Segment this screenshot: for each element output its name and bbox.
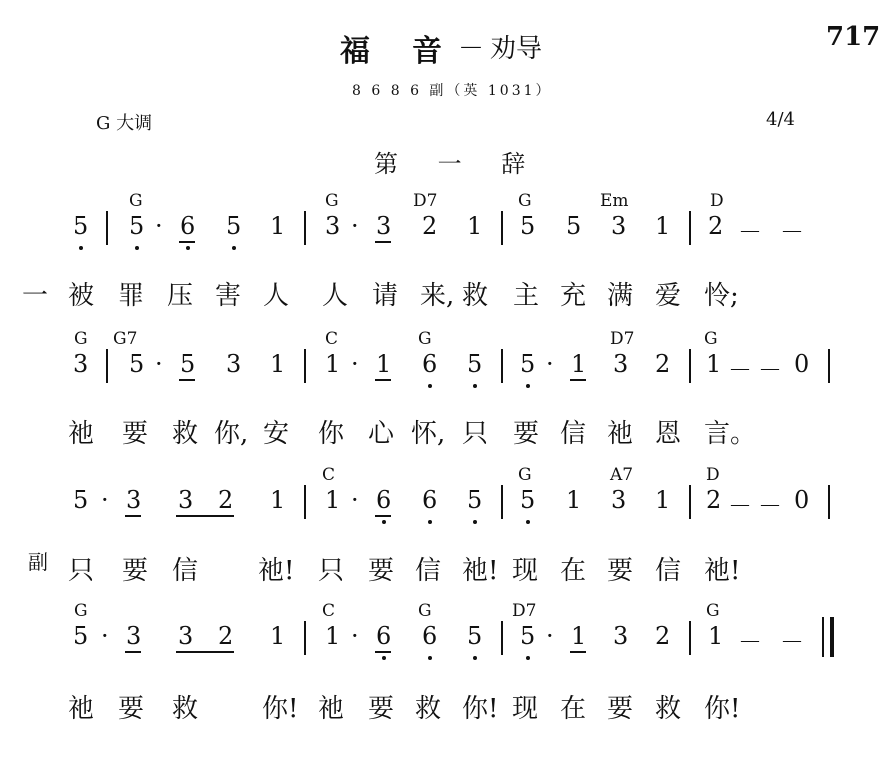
lyric: 只 (462, 419, 489, 449)
barline (304, 211, 306, 245)
note: 6 (422, 486, 438, 514)
chord: G (704, 329, 718, 349)
note: 5 (180, 350, 196, 378)
dot: · (351, 212, 359, 240)
lyric: 只 (318, 556, 345, 586)
lyric: 救 (172, 694, 199, 724)
lyric: 祂 (607, 419, 634, 449)
note: 1 (270, 212, 286, 240)
chord: C (325, 329, 339, 349)
note: 1 (566, 486, 582, 514)
title-char-1: 福 (340, 34, 370, 69)
barline (689, 349, 691, 383)
lyric: 害 (215, 281, 242, 311)
hymn-number: 717 (826, 22, 881, 52)
note: 5 (520, 212, 536, 240)
title-dash: － (458, 34, 485, 64)
note: 2 (708, 212, 724, 240)
chord: A7 (610, 465, 634, 485)
note: 1 (270, 350, 286, 378)
lyric: 满 (607, 281, 634, 311)
lyric: 请 (372, 281, 399, 311)
note: 3 (178, 486, 194, 514)
note: 1 (325, 622, 341, 650)
note: 3 (226, 350, 242, 378)
chord: G (518, 191, 532, 211)
note: 5 (226, 212, 242, 240)
dot: · (101, 486, 109, 514)
note: 5 (520, 486, 536, 514)
dash: － (728, 492, 752, 520)
lyric: 恩 (655, 419, 682, 449)
chord: C (322, 465, 336, 485)
lyric: 祂 (68, 694, 95, 724)
barline (689, 485, 691, 519)
lyric: 要 (368, 556, 395, 586)
subtitle: 劝导 (490, 34, 543, 64)
refrain-label: 副 (28, 550, 48, 574)
chord: G (418, 329, 432, 349)
time-signature: 4/4 (766, 109, 795, 130)
note: 3 (613, 350, 629, 378)
barline (501, 211, 503, 245)
barline (501, 349, 503, 383)
chord: D7 (512, 601, 537, 621)
final-barline-thick (830, 617, 834, 657)
rest: 0 (794, 350, 810, 378)
lyric: 信 (655, 556, 682, 586)
chord: D (706, 465, 720, 485)
note: 5 (129, 212, 145, 240)
dot: · (351, 350, 359, 378)
lyric: 祂! (462, 556, 499, 586)
dot: · (351, 486, 359, 514)
lyric: 你! (704, 694, 741, 724)
barline (304, 349, 306, 383)
chord: D7 (413, 191, 438, 211)
dash: － (758, 492, 782, 520)
note: 5 (73, 486, 89, 514)
note: 6 (376, 622, 392, 650)
lyric: 主 (513, 281, 540, 311)
lyric: 你, (214, 419, 249, 449)
underline (570, 379, 586, 381)
note: 3 (611, 486, 627, 514)
barline (304, 485, 306, 519)
underline (375, 651, 391, 653)
final-barline-thin (822, 617, 824, 657)
lyric: 要 (513, 419, 540, 449)
lyric: 只 (68, 556, 95, 586)
note: 5 (467, 486, 483, 514)
note: 3 (178, 622, 194, 650)
dot: · (546, 350, 554, 378)
lyric: 安 (263, 419, 290, 449)
lyric: 在 (560, 556, 587, 586)
note: 6 (422, 350, 438, 378)
dot: · (546, 622, 554, 650)
note: 2 (422, 212, 438, 240)
lyric: 怜; (704, 281, 739, 311)
chord: G (418, 601, 432, 621)
underline (179, 379, 195, 381)
note: 3 (126, 486, 142, 514)
underline (179, 241, 195, 243)
lyric: 祂! (704, 556, 741, 586)
lyric: 救 (172, 419, 199, 449)
chord: G (518, 465, 532, 485)
lyric: 信 (415, 556, 442, 586)
dot: · (155, 212, 163, 240)
lyric: 要 (122, 556, 149, 586)
barline (828, 485, 830, 519)
note: 3 (376, 212, 392, 240)
underline (375, 379, 391, 381)
note: 1 (571, 350, 587, 378)
barline (689, 621, 691, 655)
underline (176, 651, 234, 653)
meter-info: 8 6 8 6 副（英 1031） (352, 83, 553, 99)
lyric: 现 (512, 694, 539, 724)
lyric: 你 (318, 419, 345, 449)
note: 6 (180, 212, 196, 240)
chord: C (322, 601, 336, 621)
note: 2 (655, 622, 671, 650)
lyric: 要 (607, 556, 634, 586)
note: 5 (566, 212, 582, 240)
note: 2 (655, 350, 671, 378)
lyric: 祂! (258, 556, 295, 586)
note: 6 (376, 486, 392, 514)
note: 1 (270, 622, 286, 650)
note: 1 (655, 212, 671, 240)
lyric: 人 (263, 281, 290, 311)
dot: · (155, 350, 163, 378)
lyric: 救 (462, 281, 489, 311)
note: 3 (126, 622, 142, 650)
lyric: 心 (368, 419, 395, 449)
underline (125, 651, 141, 653)
lyric: 来, (420, 281, 455, 311)
verse-label: 第 一 辞 (374, 150, 542, 178)
note: 1 (325, 350, 341, 378)
dot: · (101, 622, 109, 650)
barline (689, 211, 691, 245)
lyric: 爱 (655, 281, 682, 311)
underline (375, 241, 391, 243)
lyric: 你! (262, 694, 299, 724)
lyric: 要 (118, 694, 145, 724)
lyric: 怀, (411, 419, 446, 449)
chord: G (706, 601, 720, 621)
chord: G (74, 601, 88, 621)
chord: D7 (610, 329, 635, 349)
title-char-2: 音 (412, 34, 442, 69)
note: 1 (706, 350, 722, 378)
barline (304, 621, 306, 655)
note: 2 (218, 486, 234, 514)
lyric: 救 (655, 694, 682, 724)
barline (501, 621, 503, 655)
lyric: 祂 (68, 419, 95, 449)
note: 1 (571, 622, 587, 650)
underline (125, 515, 141, 517)
refrain-marker (28, 546, 48, 575)
dash: － (738, 218, 762, 246)
chord: D (710, 191, 724, 211)
note: 1 (270, 486, 286, 514)
dot: · (351, 622, 359, 650)
note: 5 (520, 350, 536, 378)
lyric: 在 (560, 694, 587, 724)
dash: － (738, 628, 762, 656)
note: 3 (611, 212, 627, 240)
lyric: 信 (172, 556, 199, 586)
lyric: 现 (512, 556, 539, 586)
dash: － (758, 356, 782, 384)
note: 5 (520, 622, 536, 650)
chord: G7 (113, 329, 138, 349)
note: 5 (73, 622, 89, 650)
rest: 0 (794, 486, 810, 514)
barline (828, 349, 830, 383)
lyric: 人 (322, 281, 349, 311)
note: 5 (129, 350, 145, 378)
lyric: 充 (560, 281, 587, 311)
lyric: 要 (122, 419, 149, 449)
chord: Em (600, 191, 629, 211)
lyric: 罪 (118, 281, 145, 311)
note: 3 (613, 622, 629, 650)
note: 3 (325, 212, 341, 240)
key-signature: G 大调 (96, 113, 153, 134)
underline (375, 515, 391, 517)
dash: － (780, 628, 804, 656)
dash: － (780, 218, 804, 246)
lyric: 要 (368, 694, 395, 724)
note: 5 (73, 212, 89, 240)
chord: G (325, 191, 339, 211)
lyric: 祂 (318, 694, 345, 724)
note: 1 (325, 486, 341, 514)
note: 1 (467, 212, 483, 240)
note: 1 (708, 622, 724, 650)
lyric: 压 (167, 281, 194, 311)
lyric: 一 (22, 281, 49, 311)
lyric: 被 (68, 281, 95, 311)
barline (501, 485, 503, 519)
underline (570, 651, 586, 653)
lyric: 要 (607, 694, 634, 724)
barline (106, 349, 108, 383)
lyric: 救 (415, 694, 442, 724)
note: 6 (422, 622, 438, 650)
barline (106, 211, 108, 245)
note: 1 (376, 350, 392, 378)
underline (176, 515, 234, 517)
chord: G (74, 329, 88, 349)
note: 2 (218, 622, 234, 650)
dash: － (728, 356, 752, 384)
lyric: 信 (560, 419, 587, 449)
note: 1 (655, 486, 671, 514)
note: 2 (706, 486, 722, 514)
chord: G (129, 191, 143, 211)
note: 5 (467, 350, 483, 378)
lyric: 你! (462, 694, 499, 724)
note: 5 (467, 622, 483, 650)
lyric: 言。 (704, 419, 757, 449)
note: 3 (73, 350, 89, 378)
